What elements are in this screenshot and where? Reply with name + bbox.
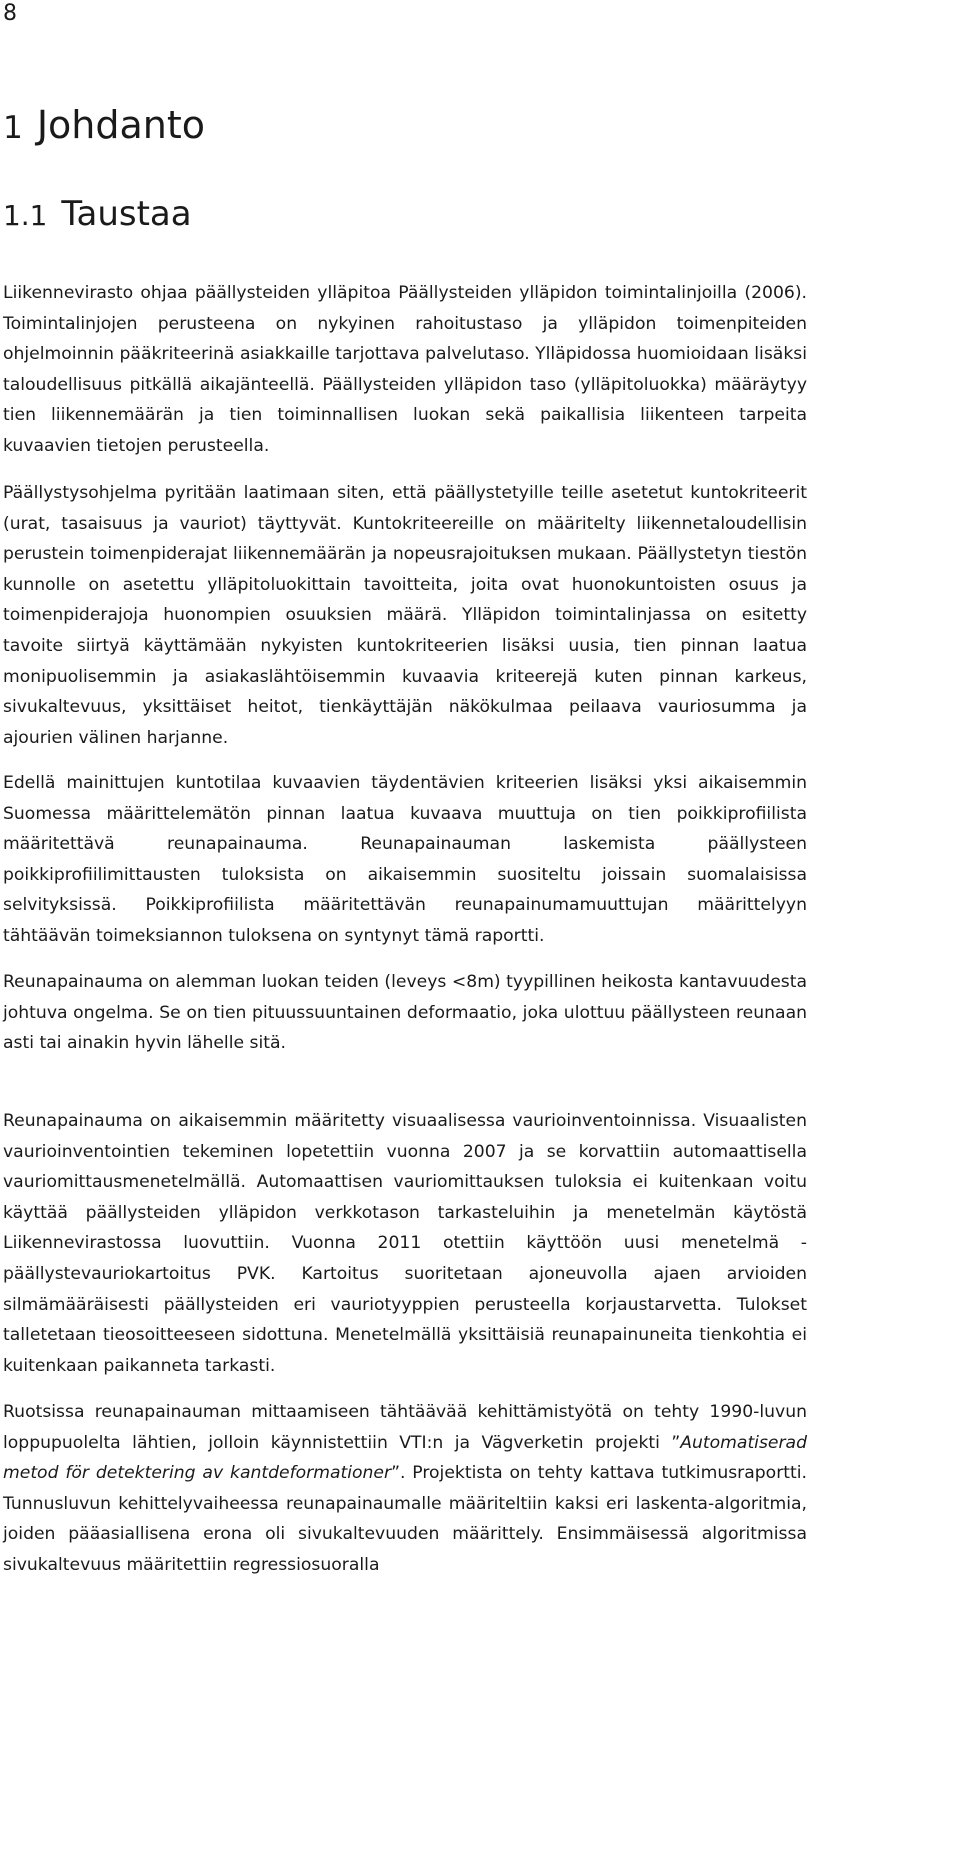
section-heading [3, 191, 192, 239]
chapter-number: 1 [3, 110, 23, 146]
chapter-title: Johdanto [36, 103, 206, 147]
paragraph-6 [3, 1397, 807, 1581]
project-name: Automatiserad metod för detektering av kantdeformationer [3, 1432, 807, 1484]
paragraph-1: Liikennevirasto ohjaa päällysteiden ylläpitoa Päällysteiden ylläpidon toimintalinjoilla (2006). Toimintalinjojen perusteena on nykyinen rahoitustaso ja ylläpidon toimenpiteiden ohjelmoinnin pääkriteerinä asiakkaille tarjottava palvelutaso. Ylläpidossa huomioidaan lisäksi taloudellisuus pitkällä aikajänteellä. Päällysteiden ylläpidon taso (ylläpitoluokka) määräytyy tien liikennemäärän ja tien toiminnallisen luokan sekä paikallisia liikenteen tarpeita kuvaavien tietojen perusteella. [3, 283, 807, 456]
paragraph-4: Reunapainauma on alemman luokan teiden (leveys <8m) tyypillinen heikosta kantavuudesta johtuva ongelma. Se on tien pituussuuntainen deformaatio, joka ulottuu päällysteen reunaan asti tai ainakin hyvin lähelle sitä. [3, 972, 807, 1054]
chapter-heading [3, 100, 205, 153]
page-number: 8 [3, 1, 17, 26]
paragraph-6-text-end: ”. Projektista on tehty kattava tutkimusraportti. Tunnusluvun kehittelyvaiheessa reunapainaumalle määriteltiin kaksi eri laskenta-algoritmia, joiden pääasiallisena erona oli sivukaltevuuden määrittely. Ensimmäisessä algoritmissa sivukaltevuus määritettiin regressiosuoralla [3, 1463, 807, 1575]
paragraph-3: Edellä mainittujen kuntotilaa kuvaavien täydentävien kriteerien lisäksi yksi aikaisemmin Suomessa määrittelemätön pinnan laatua kuvaava muuttuja on tien poikkiprofiilista määritettävä reunapainauma. Reunapainauman laskemista päällysteen poikkiprofiilimittausten tuloksista on aikaisemmin suositeltu joissain suomalaisissa selvityksissä. Poikkiprofiilista määritettävän reunapainumamuuttujan määrittelyyn tähtäävän toimeksiannon tuloksena on syntynyt tämä raportti. [3, 773, 807, 946]
section-number: 1.1 [3, 199, 48, 232]
paragraph-6-text-start: Ruotsissa reunapainauman mittaamiseen tähtäävää kehittämistyötä on tehty 1990-luvun loppupuolelta lähtien, jolloin käynnistettiin VTI:n ja Vägverketin projekti ” [3, 1402, 807, 1453]
paragraph-5: Reunapainauma on aikaisemmin määritetty visuaalisessa vaurioinventoinnissa. Visuaalisten vaurioinventointien tekeminen lopetettiin vuonna 2007 ja se korvattiin automaattisella vauriomittausmenetelmällä. Automaattisen vauriomittauksen tuloksia ei kuitenkaan voitu käyttää päällysteiden ylläpidon verkkotason tarkasteluihin ja menetelmän käytöstä Liikennevirastossa luovuttiin. Vuonna 2011 otettiin käyttöön uusi menetelmä - päällystevauriokartoitus PVK. Kartoitus suoritetaan ajoneuvolla ajaen arvioiden silmämääräisesti päällysteiden eri vauriotyyppien perusteella korjaustarvetta. Tulokset talletetaan tieosoitteeseen sidottuna. Menetelmällä yksittäisiä reunapainuneita tienkohtia ei kuitenkaan paikanneta tarkasti. [3, 1111, 807, 1376]
section-title: Taustaa [61, 194, 192, 234]
paragraph-2: Päällystysohjelma pyritään laatimaan siten, että päällystetyille teille asetetut kuntokriteerit (urat, tasaisuus ja vauriot) täyttyvät. Kuntokriteereille on määritelty liikennetaloudellisin perustein toimenpiderajat liikennemäärän ja nopeusrajoituksen mukaan. Päällystetyn tiestön kunnolle on asetettu ylläpitoluokittain tavoitteita, joita ovat huonokuntoisten osuus ja toimenpiderajoja huonompien osuuksien määrä. Ylläpidon toimintalinjassa on esitetty tavoite siirtyä käyttämään nykyisten kuntokriteerien lisäksi uusia, tien pinnan laatua monipuolisemmin ja asiakaslähtöisemmin kuvaavia kriteerejä kuten pinnan karkeus, sivukaltevuus, yksittäiset heitot, tienkäyttäjän näkökulmaa peilaava vauriosumma ja ajourien välinen harjanne. [3, 483, 807, 748]
